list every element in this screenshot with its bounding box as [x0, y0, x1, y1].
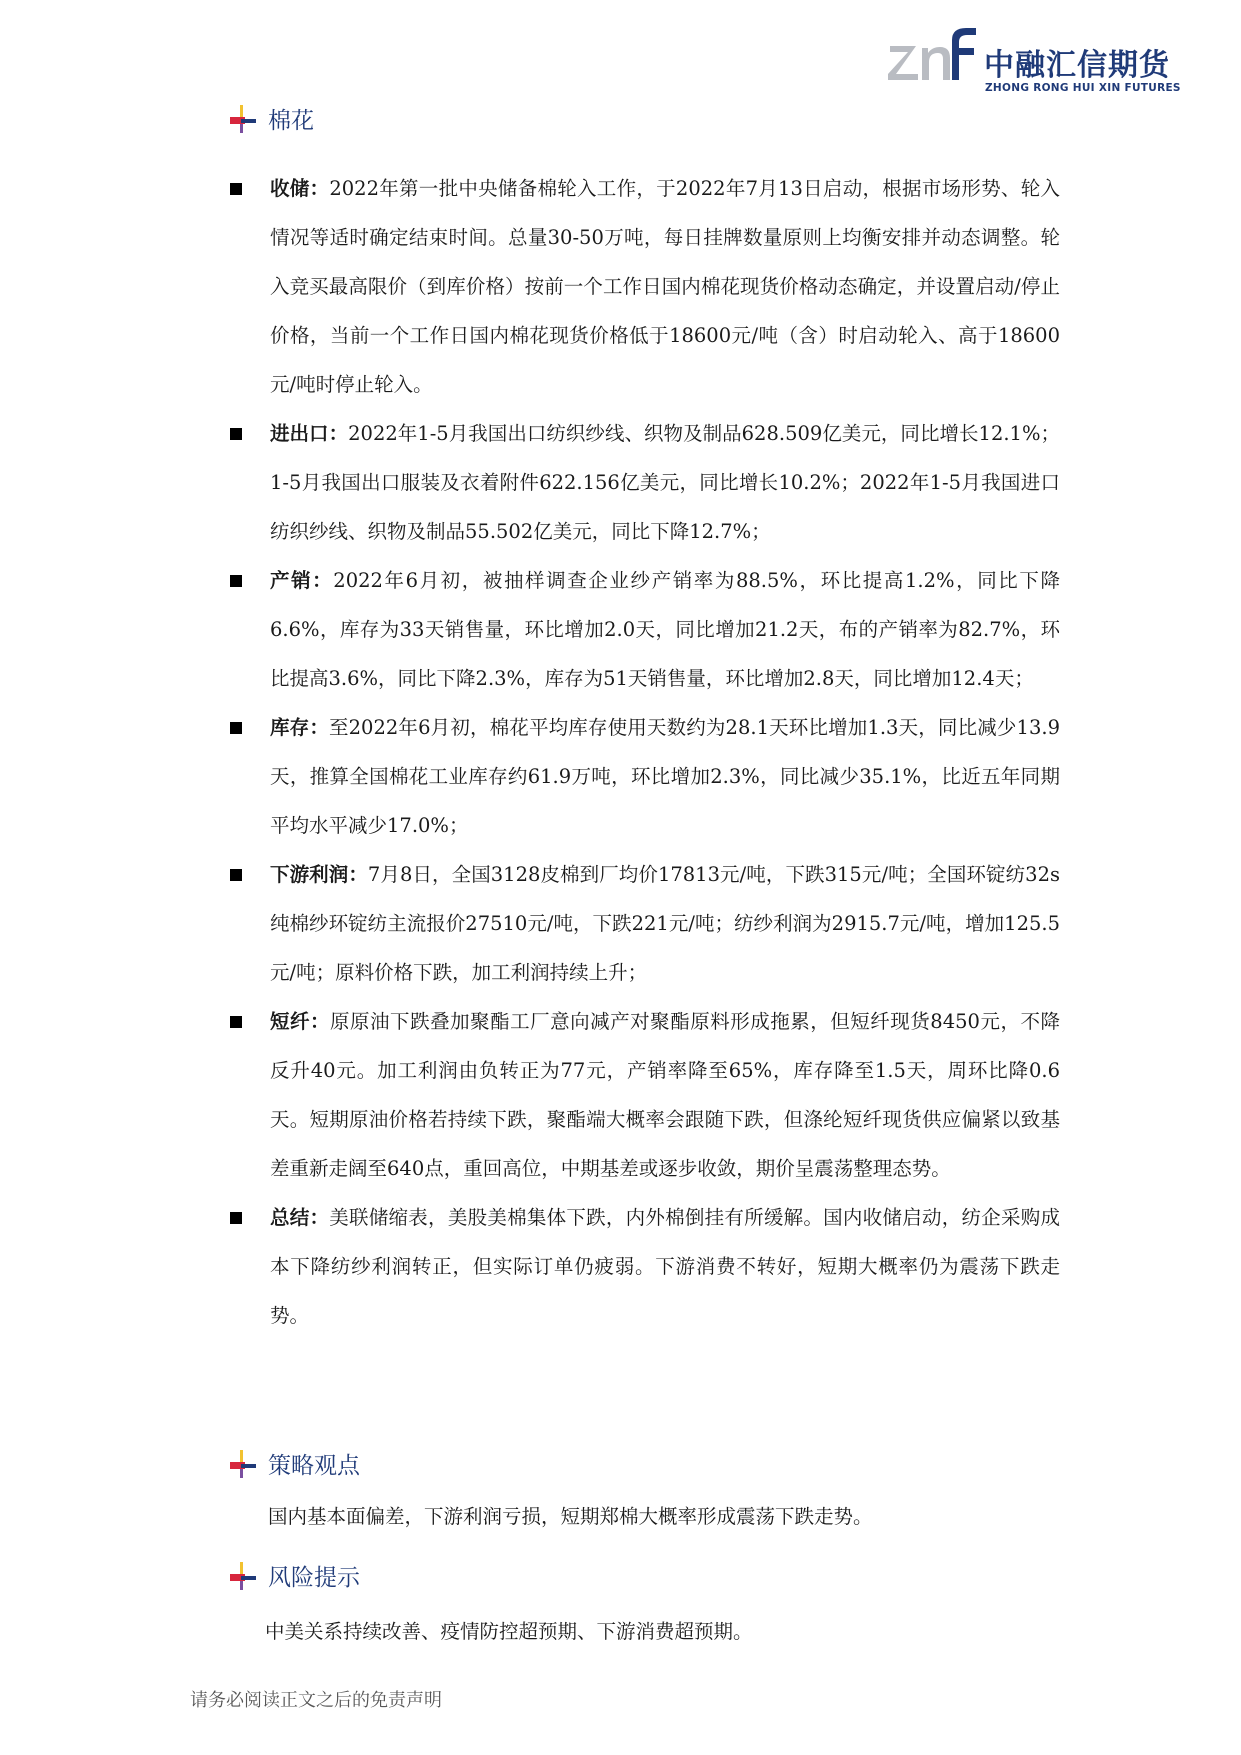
item-term: 库存： — [270, 716, 329, 739]
znf-logo-mark — [888, 26, 980, 86]
item-text: 美联储缩表，美股美棉集体下跌，内外棉倒挂有所缓解。国内收储启动，纺企采购成本下降纺纱利润转正，但实际订单仍疲弱。下游消费不转好，短期大概率仍为震荡下跌走势。 — [270, 1206, 1060, 1327]
item-text: 原原油下跌叠加聚酯工厂意向减产对聚酯原料形成拖累，但短纤现货8450元，不降反升40元。加工利润由负转正为77元，产销率降至65%，库存降至1.5天，周环比降0.6天。短期原油价格若持续下跌，聚酯端大概率会跟随下跌，但涤纶短纤现货供应偏紧以致基差重新走阔至640点，重回高位，中期基差或逐步收敛，期价呈震荡整理态势。 — [270, 1010, 1060, 1180]
section-heading-risk — [228, 1559, 360, 1592]
list-item — [228, 1193, 1060, 1340]
item-term: 下游利润： — [270, 863, 368, 886]
item-text: 2022年1-5月我国出口纺织纱线、织物及制品628.509亿美元，同比增长12.1%；1-5月我国出口服装及衣着附件622.156亿美元，同比增长10.2%；2022年1-5月我国进口纺织纱线、织物及制品55.502亿美元，同比下降12.7%； — [270, 422, 1060, 543]
logo-english-name: ZHONG RONG HUI XIN FUTURES — [985, 82, 1181, 94]
section-heading-cotton — [228, 102, 314, 135]
square-bullet-icon — [230, 1212, 242, 1224]
square-bullet-icon — [230, 183, 242, 195]
item-text: 2022年6月初，被抽样调查企业纱产销率为88.5%，环比提高1.2%，同比下降6.6%，库存为33天销售量，环比增加2.0天，同比增加21.2天，布的产销率为82.7%，环比提高3.6%，同比下降2.3%，库存为51天销售量，环比增加2.8天，同比增加12.4天； — [270, 569, 1060, 690]
square-bullet-icon — [230, 1016, 242, 1028]
logo-chinese-name: 中融汇信期货 — [984, 48, 1170, 83]
item-term: 产销： — [270, 569, 334, 592]
list-item — [228, 703, 1060, 850]
item-term: 短纤： — [270, 1010, 331, 1033]
square-bullet-icon — [230, 722, 242, 734]
item-term: 进出口： — [270, 422, 349, 445]
risk-text: 中美关系持续改善、疫情防控超预期、下游消费超预期。 — [265, 1620, 753, 1643]
list-item — [228, 556, 1060, 703]
square-bullet-icon — [230, 575, 242, 587]
cotton-bullet-list — [228, 164, 1060, 1340]
footer-disclaimer: 请务必阅读正文之后的免责声明 — [190, 1690, 442, 1711]
item-text: 7月8日，全国3128皮棉到厂均价17813元/吨，下跌315元/吨；全国环锭纺32s纯棉纱环锭纺主流报价27510元/吨，下跌221元/吨；纺纱利润为2915.7元/吨，增加125.5元/吨；原料价格下跌，加工利润持续上升； — [270, 863, 1060, 984]
section-title: 策略观点 — [268, 1453, 360, 1479]
list-item — [228, 409, 1060, 556]
list-item — [228, 997, 1060, 1193]
heading-marker-icon — [228, 1449, 258, 1479]
square-bullet-icon — [230, 428, 242, 440]
list-item — [228, 850, 1060, 997]
section-title: 棉花 — [268, 108, 314, 134]
strategy-text: 国内基本面偏差，下游利润亏损，短期郑棉大概率形成震荡下跌走势。 — [268, 1505, 873, 1528]
square-bullet-icon — [230, 869, 242, 881]
heading-marker-icon — [228, 104, 258, 134]
section-heading-strategy — [228, 1447, 360, 1480]
item-term: 总结： — [270, 1206, 330, 1229]
list-item — [228, 164, 1060, 409]
item-text: 至2022年6月初，棉花平均库存使用天数约为28.1天环比增加1.3天，同比减少13.9天，推算全国棉花工业库存约61.9万吨，环比增加2.3%，同比减少35.1%，比近五年同期平均水平减少17.0%； — [270, 716, 1060, 837]
item-text: 2022年第一批中央储备棉轮入工作，于2022年7月13日启动，根据市场形势、轮入情况等适时确定结束时间。总量30-50万吨，每日挂牌数量原则上均衡安排并动态调整。轮入竞买最高限价（到库价格）按前一个工作日国内棉花现货价格动态确定，并设置启动/停止价格，当前一个工作日国内棉花现货价格低于18600元/吨（含）时启动轮入、高于18600元/吨时停止轮入。 — [270, 177, 1060, 396]
company-logo — [888, 26, 1188, 96]
item-term: 收储： — [270, 177, 330, 200]
section-title: 风险提示 — [268, 1565, 360, 1591]
heading-marker-icon — [228, 1561, 258, 1591]
